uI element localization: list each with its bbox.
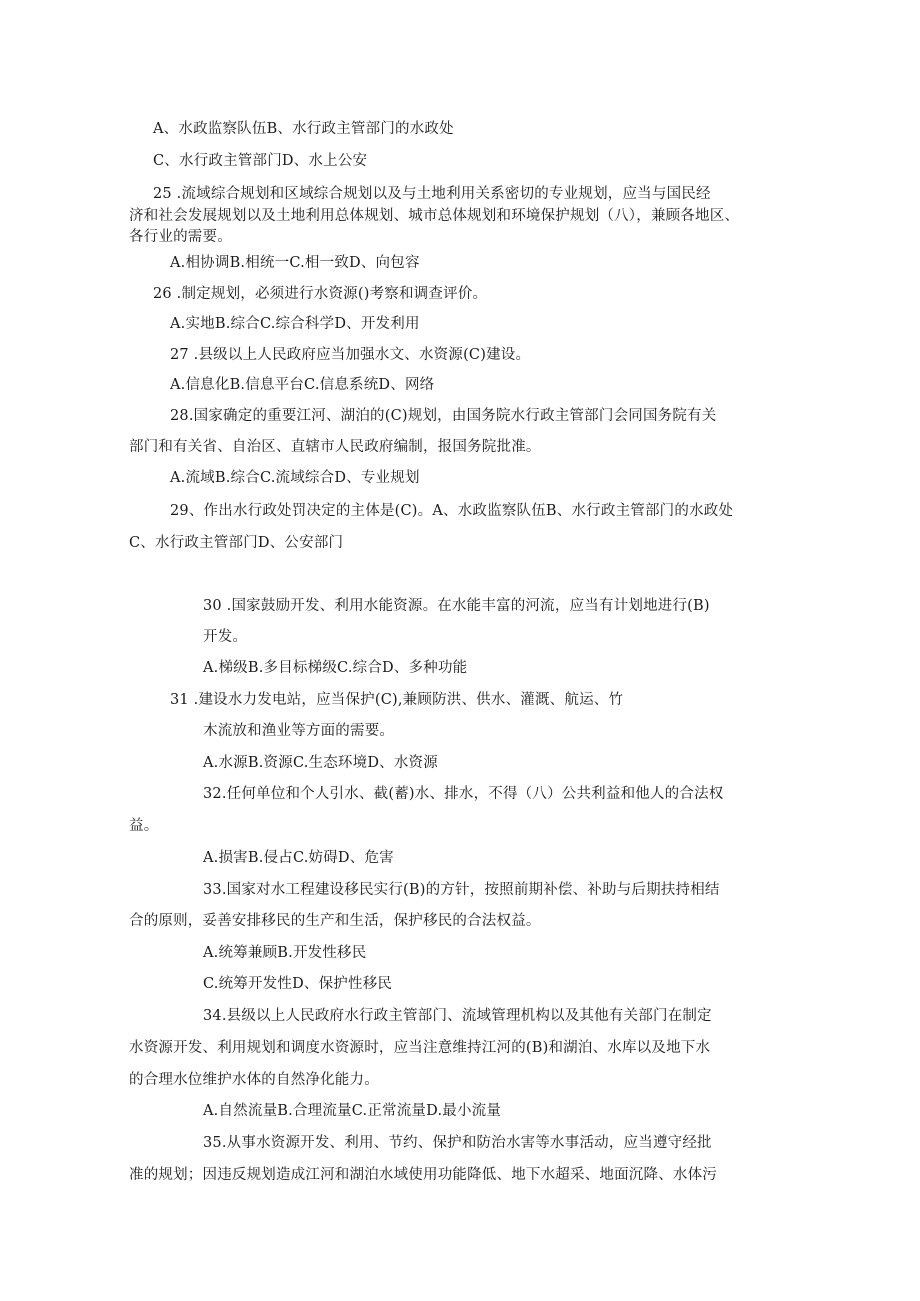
option-line: A.实地B.综合C.综合科学D、开发利用 [170, 316, 420, 332]
option-line: A.信息化B.信息平台C.信息系统D、网络 [170, 377, 435, 393]
question-26: 26 .制定规划，必须进行水资源()考察和调查评价。 [153, 286, 488, 302]
question-28-cont: 部门和有关省、自治区、直辖市人民政府编制，报国务院批准。 [129, 439, 541, 455]
option-line: C.统筹开发性D、保护性移民 [203, 976, 393, 992]
option-line: A.相协调B.相统一C.相一致D、向包容 [170, 255, 420, 271]
option-line: A.流域B.综合C.流域综合D、专业规划 [170, 470, 420, 486]
question-29: 29、作出水行政处罚决定的主体是(C)。A、水政监察队伍B、水行政主管部门的水政处 [170, 503, 734, 519]
question-30-cont: 开发。 [203, 629, 248, 645]
question-34: 34.县级以上人民政府水行政主管部门、流域管理机构以及其他有关部门在制定 [203, 1008, 712, 1024]
question-25: 25 .流域综合规划和区域综合规划以及与土地利用关系密切的专业规划，应当与国民经 [153, 186, 711, 202]
question-32-cont: 益。 [129, 818, 159, 834]
question-35-cont: 准的规划；因违反规划造成江河和湖泊水域使用功能降低、地下水超采、地面沉降、水体污 [129, 1167, 717, 1183]
option-line: C、水行政主管部门D、公安部门 [129, 535, 344, 551]
option-line: A.自然流量B.合理流量C.正常流量D.最小流量 [203, 1103, 502, 1119]
question-32: 32.任何单位和个人引水、截(蓄)水、排水，不得（八）公共利益和他人的合法权 [203, 786, 724, 802]
question-33: 33.国家对水工程建设移民实行(B)的方针，按照前期补偿、补助与后期扶持相结 [203, 882, 720, 898]
question-25-cont: 济和社会发展规划以及土地利用总体规划、城市总体规划和环境保护规划（八），兼顾各地区、 [129, 208, 740, 224]
question-35: 35.从事水资源开发、利用、节约、保护和防治水害等水事活动，应当遵守经批 [203, 1135, 712, 1151]
option-line: A、水政监察队伍B、水行政主管部门的水政处 [153, 121, 454, 137]
option-line: A.梯级B.多目标梯级C.综合D、多种功能 [203, 660, 468, 676]
question-34-cont: 的合理水位维护水体的自然净化能力。 [129, 1072, 379, 1088]
option-line: C、水行政主管部门D、水上公安 [153, 153, 368, 169]
question-31: 31 .建设水力发电站，应当保护(C),兼顾防洪、供水、灌溉、航运、竹 [170, 692, 624, 708]
option-line: A.损害B.侵占C.妨碍D、危害 [203, 850, 394, 866]
question-30: 30 .国家鼓励开发、利用水能资源。在水能丰富的河流，应当有计划地进行(B) [203, 598, 710, 614]
question-28: 28.国家确定的重要江河、湖泊的(C)规划，由国务院水行政主管部门会同国务院有关 [170, 408, 717, 424]
question-25-cont: 各行业的需要。 [129, 229, 232, 245]
question-27: 27 .县级以上人民政府应当加强水文、水资源(C)建设。 [170, 347, 531, 363]
option-line: A.水源B.资源C.生态环境D、水资源 [203, 755, 438, 771]
question-31-cont: 木流放和渔业等方面的需要。 [203, 723, 395, 739]
question-34-cont: 水资源开发、利用规划和调度水资源时，应当注意维持江河的(B)和湖泊、水库以及地下水 [129, 1040, 711, 1056]
option-line: A.统筹兼顾B.开发性移民 [203, 945, 367, 961]
question-33-cont: 合的原则，妥善安排移民的生产和生活，保护移民的合法权益。 [129, 913, 541, 929]
